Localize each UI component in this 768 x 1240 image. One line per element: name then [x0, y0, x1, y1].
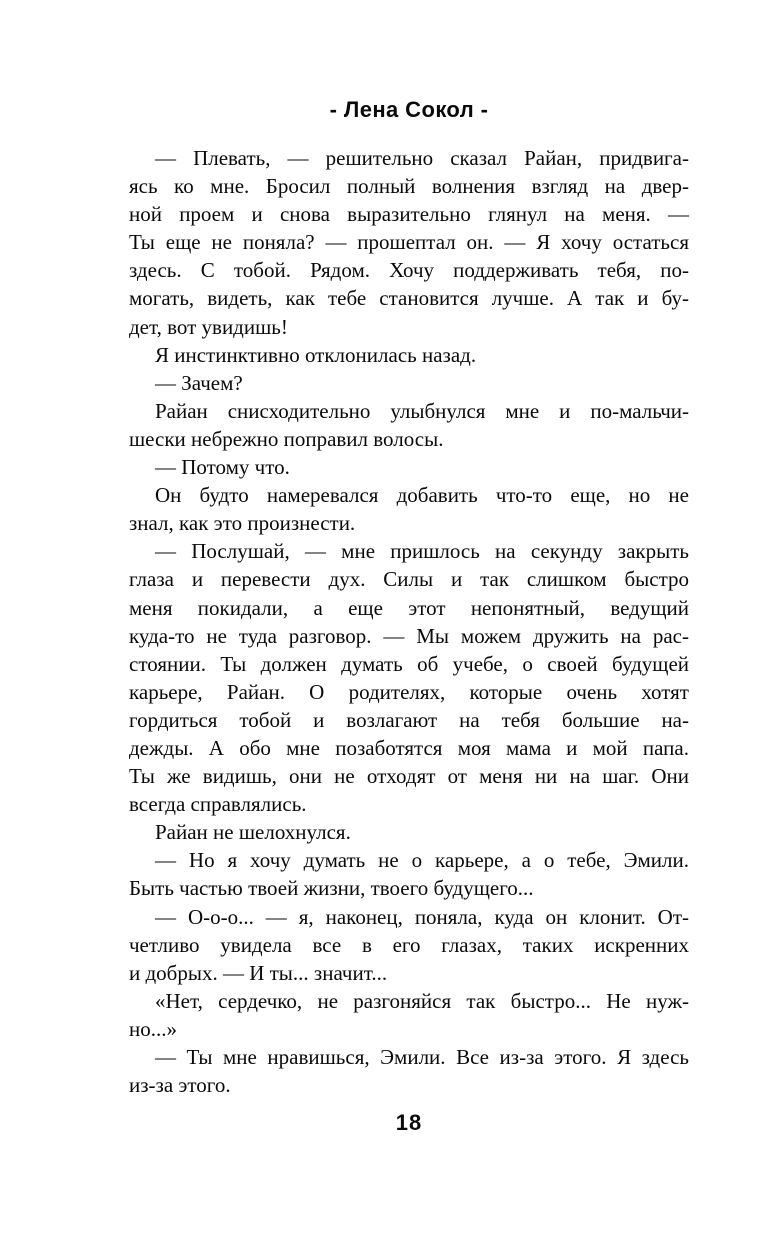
text-line: — Потому что.	[155, 455, 290, 480]
text-line: Ты еще не поняла? — прошептал он. — Я хочу остаться	[129, 230, 689, 255]
text-line: Ты же видишь, они не отходят от меня ни на шаг. Они	[129, 764, 689, 789]
paragraph	[129, 481, 689, 537]
text-line: дет, вот увидишь!	[129, 314, 288, 339]
paragraph	[129, 1043, 689, 1099]
paragraph	[129, 846, 689, 902]
page-number: 18	[395, 1110, 423, 1135]
text-line: Быть частью твоей жизни, твоего будущего...	[129, 876, 534, 901]
paragraph	[129, 818, 689, 846]
text-line: дежды. А обо мне позаботятся моя мама и мой папа.	[129, 735, 689, 760]
paragraph	[129, 903, 689, 987]
text-line: знал, как это произнести.	[129, 511, 356, 536]
paragraph	[129, 369, 689, 397]
text-line: здесь. С тобой. Рядом. Хочу поддерживать тебя, по-	[129, 258, 689, 283]
text-line: куда-то не туда разговор. — Мы можем дружить на рас-	[129, 623, 689, 648]
text-line: могать, видеть, как тебе становится лучше. А так и бу-	[129, 286, 689, 311]
text-line: Я инстинктивно отклонилась назад.	[155, 342, 477, 367]
text-line: четливо увидела все в его глазах, таких искренних	[129, 932, 689, 957]
text-line: гордиться тобой и возлагают на тебя большие на-	[129, 707, 689, 732]
text-line: — О-о-о... — я, наконец, поняла, куда он клонит. От-	[155, 904, 689, 929]
text-line: — Ты мне нравишься, Эмили. Все из-за этого. Я здесь	[155, 1045, 689, 1069]
text-line: Он будто намеревался добавить что-то еще, но не	[155, 483, 689, 508]
paragraph	[129, 397, 689, 453]
text-line: — Послушай, — мне пришлось на секунду закрыть	[155, 539, 689, 564]
text-line: — Но я хочу думать не о карьере, а о тебе, Эмили.	[155, 848, 689, 873]
paragraph	[129, 987, 689, 1043]
paragraph	[129, 453, 689, 481]
text-line: меня покидали, а еще этот непонятный, ведущий	[129, 595, 689, 620]
running-header: - Лена Сокол -	[329, 97, 489, 122]
paragraph	[129, 341, 689, 369]
text-line: ной проем и снова выразительно глянул на меня. —	[129, 202, 689, 227]
text-line: глаза и перевести дух. Силы и так слишком быстро	[129, 567, 689, 592]
paragraph	[129, 144, 689, 341]
text-line: шески небрежно поправил волосы.	[129, 426, 444, 451]
text-line: всегда справлялись.	[129, 792, 307, 817]
text-line: карьере, Райан. О родителях, которые очень хотят	[129, 679, 689, 704]
text-line: но...»	[129, 1016, 177, 1041]
text-line: ясь ко мне. Бросил полный волнения взгляд на двер-	[129, 174, 689, 199]
text-line: «Нет, сердечко, не разгоняйся так быстро... Не нуж-	[155, 988, 689, 1013]
text-line: из-за этого.	[129, 1073, 231, 1098]
text-line: — Зачем?	[155, 370, 243, 395]
paragraph	[129, 537, 689, 818]
text-line: стоянии. Ты должен думать об учебе, о своей будущей	[129, 651, 689, 676]
text-line: Райан не шелохнулся.	[155, 820, 351, 845]
body-text	[129, 144, 689, 1099]
text-line: и добрых. — И ты... значит...	[129, 960, 388, 985]
text-line: — Плевать, — решительно сказал Райан, придвига-	[155, 146, 689, 170]
text-line: Райан снисходительно улыбнулся мне и по-мальчи-	[155, 398, 689, 423]
